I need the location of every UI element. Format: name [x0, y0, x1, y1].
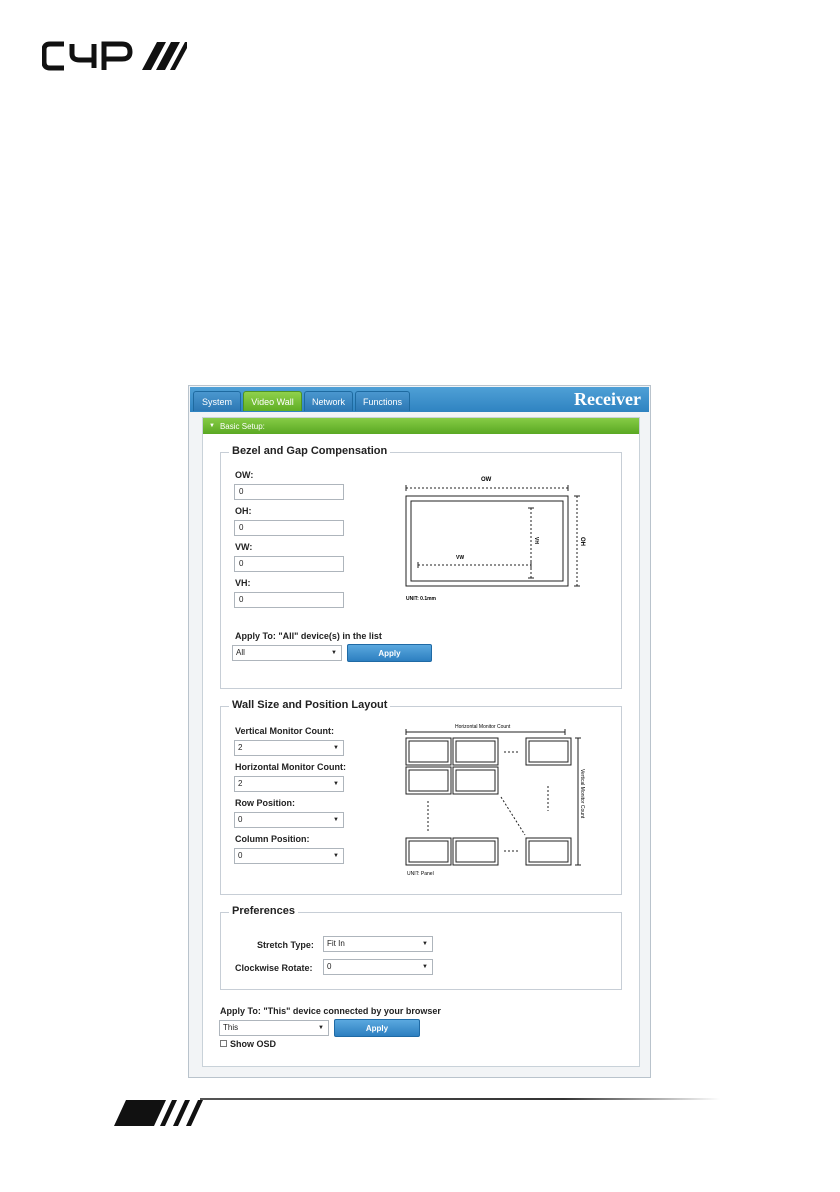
footer-divider [200, 1098, 720, 1100]
web-ui-frame [188, 385, 651, 1078]
horizontal-count-value: 2 [238, 779, 243, 788]
vh-label: VH: [235, 578, 251, 588]
stretch-type-select[interactable] [323, 936, 433, 952]
bezel-legend: Bezel and Gap Compensation [229, 445, 390, 457]
vw-field[interactable]: 0 [234, 556, 344, 572]
chevron-down-icon: ▼ [422, 941, 428, 947]
row-position-label: Row Position: [235, 798, 295, 808]
column-position-select[interactable] [234, 848, 344, 864]
brand-title: Receiver [574, 389, 641, 409]
ow-diagram-label: OW [481, 477, 492, 483]
ow-label: OW: [235, 470, 254, 480]
apply-all-button[interactable]: Apply [347, 644, 432, 662]
horizontal-count-label: Horizontal Monitor Count: [235, 762, 346, 772]
chevron-down-icon: ▼ [333, 781, 339, 787]
apply-all-select[interactable] [232, 645, 342, 661]
column-position-value: 0 [238, 851, 243, 860]
wall-layout-fieldset [220, 699, 622, 895]
chevron-down-icon: ▼ [318, 1025, 324, 1031]
footer-stripes-logo [114, 1100, 204, 1126]
clockwise-rotate-value: 0 [327, 962, 332, 971]
tab-video-wall[interactable]: Video Wall [243, 391, 302, 411]
chevron-down-icon: ▼ [333, 817, 339, 823]
tab-functions[interactable]: Functions [355, 391, 410, 411]
bezel-gap-fieldset [220, 445, 622, 689]
wall-diagram [401, 721, 601, 881]
apply-this-select-value: This [223, 1023, 239, 1032]
section-title: Basic Setup: [219, 421, 265, 431]
chevron-down-icon: ▼ [333, 745, 339, 751]
oh-diagram-label: OH [579, 537, 585, 546]
panel-unit-label: UNIT: Panel [407, 871, 434, 877]
vertical-count-label: Vertical Monitor Count: [235, 726, 334, 736]
show-osd-checkbox[interactable] [220, 1040, 227, 1047]
basic-setup-panel [202, 417, 640, 1067]
chevron-down-icon: ▼ [422, 964, 428, 970]
unit-label: UNIT: 0.1mm [406, 596, 437, 602]
vw-diagram-label: VW [456, 555, 465, 561]
show-osd-label: Show OSD [230, 1039, 277, 1049]
apply-all-select-value: All [236, 648, 245, 657]
ow-field[interactable]: 0 [234, 484, 344, 500]
oh-label: OH: [235, 506, 252, 516]
row-position-value: 0 [238, 815, 243, 824]
apply-this-button[interactable]: Apply [334, 1019, 420, 1037]
stretch-type-label: Stretch Type: [257, 940, 314, 950]
chevron-down-icon: ▼ [331, 650, 337, 656]
collapse-triangle-icon: ▼ [209, 423, 215, 429]
apply-this-label: Apply To: "This" device connected by your browser [220, 1006, 441, 1016]
section-header[interactable] [203, 418, 639, 434]
bezel-diagram [401, 471, 601, 611]
horizontal-count-select[interactable] [234, 776, 344, 792]
row-position-select[interactable] [234, 812, 344, 828]
preferences-fieldset [220, 905, 622, 990]
clockwise-rotate-label: Clockwise Rotate: [235, 963, 313, 973]
vh-field[interactable]: 0 [234, 592, 344, 608]
vertical-count-value: 2 [238, 743, 243, 752]
vw-label: VW: [235, 542, 253, 552]
vertical-count-select[interactable] [234, 740, 344, 756]
apply-this-select[interactable] [219, 1020, 329, 1036]
nav-bar [190, 387, 649, 412]
wall-legend: Wall Size and Position Layout [229, 699, 390, 711]
preferences-legend: Preferences [229, 905, 298, 917]
column-position-label: Column Position: [235, 834, 310, 844]
chevron-down-icon: ▼ [333, 853, 339, 859]
horizontal-count-diagram-label: Horizontal Monitor Count [455, 724, 511, 730]
tab-system[interactable]: System [193, 391, 241, 411]
stretch-type-value: Fit In [327, 939, 345, 948]
apply-all-label: Apply To: "All" device(s) in the list [235, 631, 382, 641]
oh-field[interactable]: 0 [234, 520, 344, 536]
cyp-logo [42, 38, 187, 74]
vertical-count-diagram-label: Vertical Monitor Count [579, 769, 585, 819]
vh-diagram-label: VH [533, 537, 539, 544]
tab-network[interactable]: Network [304, 391, 353, 411]
clockwise-rotate-select[interactable] [323, 959, 433, 975]
